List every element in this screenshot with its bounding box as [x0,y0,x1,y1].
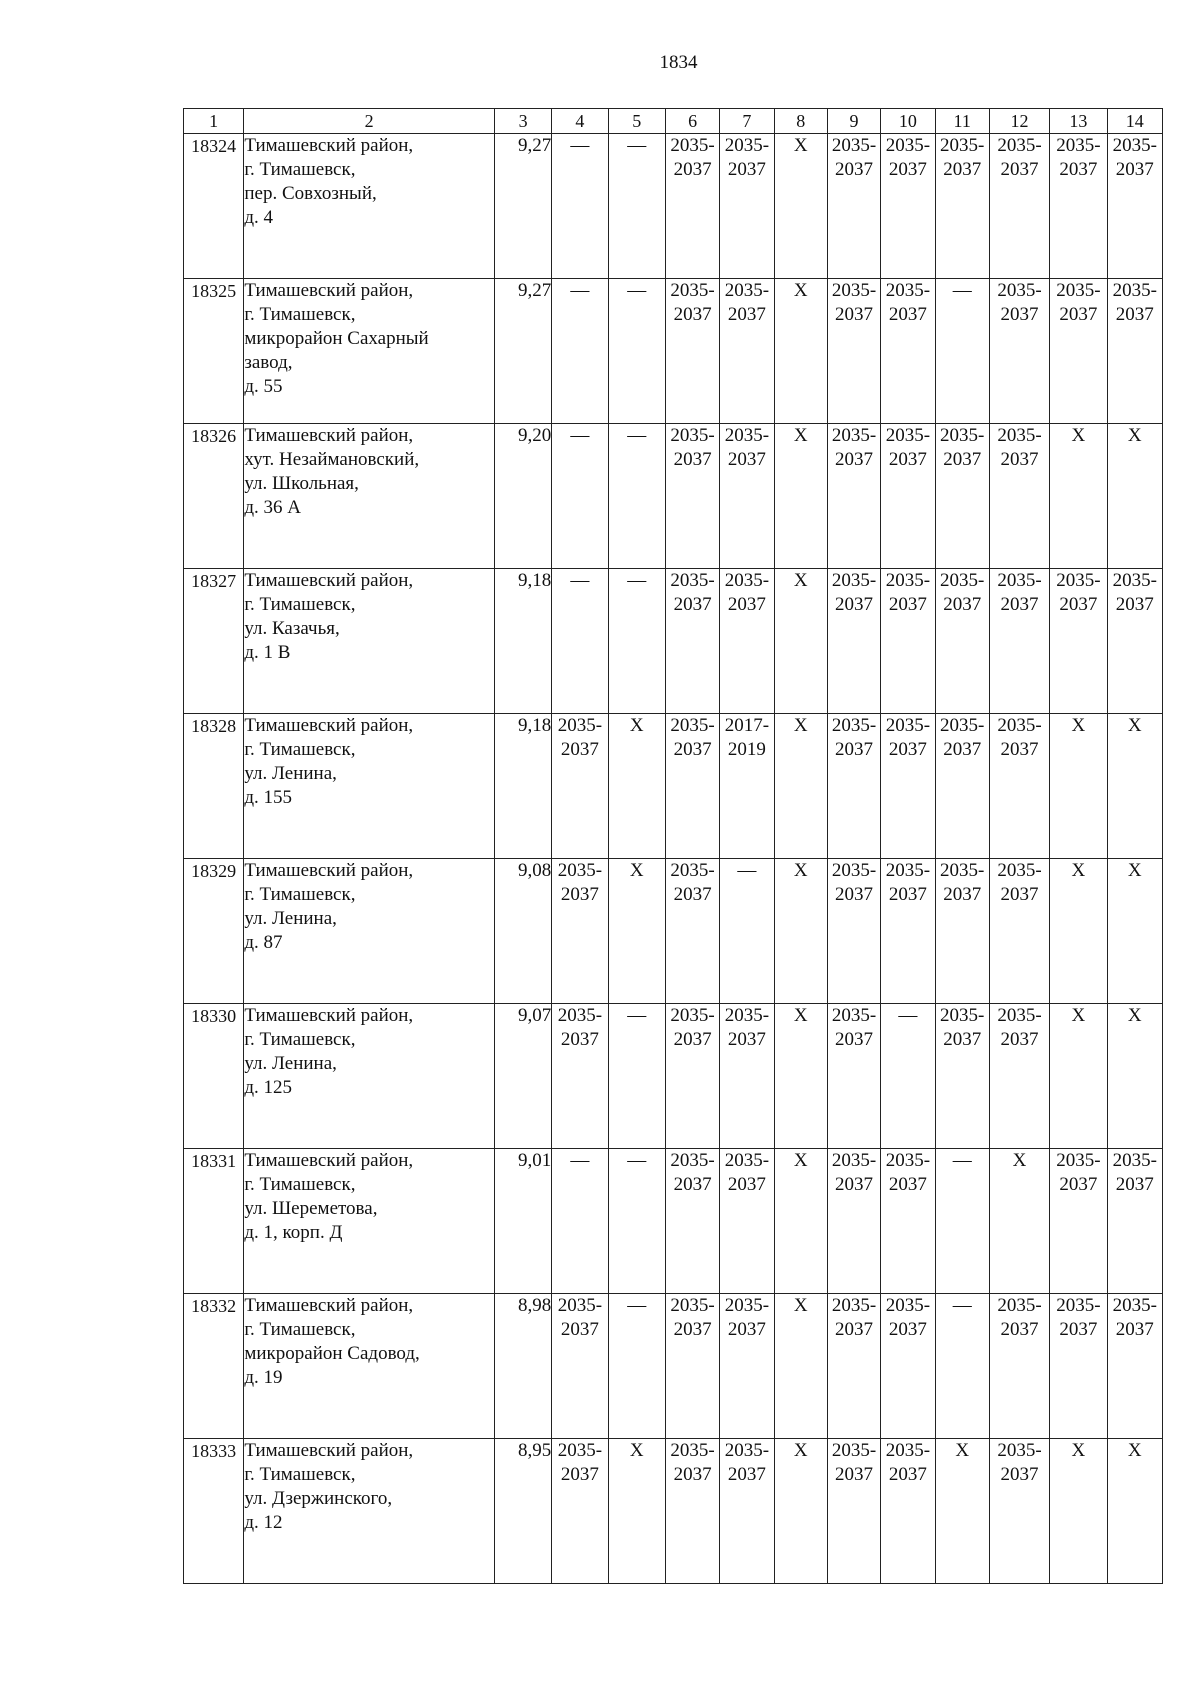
row-cell: 2035- 2037 [720,1439,774,1584]
row-cell: — [608,424,665,569]
row-cell: — [552,1149,608,1294]
row-cell: 2035- 2037 [665,859,719,1004]
row-cell: 2035- 2037 [989,1004,1049,1149]
row-cell: 2035- 2037 [552,714,608,859]
row-cell: 2035- 2037 [552,1439,608,1584]
row-value: 9,27 [494,279,551,424]
row-cell: 2035- 2037 [720,1004,774,1149]
row-cell: 2035- 2037 [1050,279,1107,424]
row-cell: — [552,424,608,569]
table-body [184,134,1163,1584]
row-cell: — [552,279,608,424]
row-cell: — [935,279,989,424]
table-row [184,1439,1163,1584]
row-cell: 2035- 2037 [881,424,935,569]
column-header: 12 [989,109,1049,134]
table-row [184,569,1163,714]
row-cell: 2035- 2037 [827,1149,880,1294]
column-header: 13 [1050,109,1107,134]
row-cell: 2035- 2037 [881,1439,935,1584]
column-header: 4 [552,109,608,134]
row-cell: 2035- 2037 [720,1294,774,1439]
row-cell: 2035- 2037 [1050,1294,1107,1439]
row-cell: 2035- 2037 [720,424,774,569]
row-address: Тимашевский район, г. Тимашевск, ул. Дзержинского, д. 12 [244,1439,495,1584]
column-header: 7 [720,109,774,134]
row-cell: X [1107,1004,1162,1149]
row-cell: 2035- 2037 [1050,1149,1107,1294]
row-cell: X [1107,1439,1162,1584]
row-number: 18328 [184,714,244,859]
row-value: 9,08 [494,859,551,1004]
row-cell: 2035- 2037 [881,1149,935,1294]
table-row [184,1004,1163,1149]
row-cell: X [1107,859,1162,1004]
row-address: Тимашевский район, г. Тимашевск, микрорайон Сахарный завод, д. 55 [244,279,495,424]
row-cell: 2035- 2037 [935,134,989,279]
row-cell: 2035- 2037 [827,714,880,859]
row-cell: X [774,714,827,859]
row-number: 18333 [184,1439,244,1584]
row-cell: 2035- 2037 [989,134,1049,279]
row-cell: 2035- 2037 [665,1149,719,1294]
column-header: 8 [774,109,827,134]
row-cell: 2035- 2037 [881,1294,935,1439]
row-cell: — [552,134,608,279]
row-cell: X [989,1149,1049,1294]
row-cell: 2035- 2037 [881,134,935,279]
column-header: 11 [935,109,989,134]
row-cell: 2035- 2037 [827,1439,880,1584]
row-address: Тимашевский район, г. Тимашевск, пер. Совхозный, д. 4 [244,134,495,279]
row-number: 18327 [184,569,244,714]
table-row [184,714,1163,859]
row-cell: 2035- 2037 [720,569,774,714]
row-cell: X [1050,1439,1107,1584]
row-cell: — [608,1004,665,1149]
row-cell: 2035- 2037 [665,569,719,714]
row-cell: 2035- 2037 [935,569,989,714]
row-cell: 2035- 2037 [1107,279,1162,424]
row-cell: — [552,569,608,714]
row-cell: — [608,1149,665,1294]
column-header: 1 [184,109,244,134]
row-value: 8,98 [494,1294,551,1439]
row-cell: 2035- 2037 [665,714,719,859]
row-address: Тимашевский район, г. Тимашевск, ул. Казачья, д. 1 В [244,569,495,714]
row-value: 9,18 [494,569,551,714]
row-address: Тимашевский район, г. Тимашевск, ул. Шереметова, д. 1, корп. Д [244,1149,495,1294]
row-cell: 2035- 2037 [881,569,935,714]
column-header: 10 [881,109,935,134]
row-cell: X [608,859,665,1004]
column-header: 2 [244,109,495,134]
row-value: 9,18 [494,714,551,859]
row-cell: — [881,1004,935,1149]
row-address: Тимашевский район, г. Тимашевск, ул. Ленина, д. 87 [244,859,495,1004]
row-cell: — [935,1149,989,1294]
row-cell: 2035- 2037 [827,424,880,569]
row-cell: 2035- 2037 [552,1004,608,1149]
table-row [184,1294,1163,1439]
row-cell: 2035- 2037 [720,279,774,424]
row-cell: — [608,279,665,424]
row-cell: 2035- 2037 [827,134,880,279]
row-cell: X [774,134,827,279]
row-cell: X [774,279,827,424]
row-cell: — [608,1294,665,1439]
row-cell: 2035- 2037 [989,1294,1049,1439]
row-number: 18332 [184,1294,244,1439]
row-value: 8,95 [494,1439,551,1584]
row-cell: 2035- 2037 [827,279,880,424]
table-row [184,134,1163,279]
table-row [184,424,1163,569]
page-number: 1834 [659,52,698,73]
row-cell: X [774,569,827,714]
row-cell: 2035- 2037 [665,134,719,279]
row-cell: — [720,859,774,1004]
row-cell: 2035- 2037 [665,1004,719,1149]
table-row [184,279,1163,424]
row-cell: 2017- 2019 [720,714,774,859]
row-cell: 2035- 2037 [989,714,1049,859]
row-cell: 2035- 2037 [989,424,1049,569]
column-header: 5 [608,109,665,134]
row-value: 9,01 [494,1149,551,1294]
row-cell: 2035- 2037 [881,714,935,859]
row-cell: X [1050,859,1107,1004]
row-cell: 2035- 2037 [989,569,1049,714]
row-number: 18329 [184,859,244,1004]
table-row [184,859,1163,1004]
row-cell: 2035- 2037 [935,859,989,1004]
row-address: Тимашевский район, хут. Незаймановский, ул. Школьная, д. 36 А [244,424,495,569]
row-cell: 2035- 2037 [881,279,935,424]
row-cell: 2035- 2037 [665,279,719,424]
row-cell: X [1050,714,1107,859]
row-cell: X [1107,424,1162,569]
row-cell: 2035- 2037 [989,279,1049,424]
row-cell: 2035- 2037 [827,569,880,714]
row-cell: 2035- 2037 [1050,569,1107,714]
row-cell: 2035- 2037 [935,714,989,859]
row-number: 18330 [184,1004,244,1149]
row-cell: 2035- 2037 [989,859,1049,1004]
row-cell: 2035- 2037 [935,424,989,569]
row-cell: 2035- 2037 [1107,1294,1162,1439]
row-cell: 2035- 2037 [989,1439,1049,1584]
column-header: 14 [1107,109,1162,134]
row-cell: 2035- 2037 [827,859,880,1004]
row-cell: X [1107,714,1162,859]
row-cell: — [608,134,665,279]
row-value: 9,20 [494,424,551,569]
row-cell: X [608,714,665,859]
row-number: 18326 [184,424,244,569]
row-value: 9,27 [494,134,551,279]
row-cell: X [774,1149,827,1294]
header-row [184,109,1163,134]
row-cell: X [935,1439,989,1584]
row-cell: X [774,424,827,569]
table-row [184,1149,1163,1294]
row-address: Тимашевский район, г. Тимашевск, ул. Ленина, д. 125 [244,1004,495,1149]
row-cell: — [608,569,665,714]
row-number: 18325 [184,279,244,424]
row-number: 18324 [184,134,244,279]
row-cell: 2035- 2037 [827,1004,880,1149]
registry-table [183,108,1163,1584]
row-cell: 2035- 2037 [1107,1149,1162,1294]
row-cell: 2035- 2037 [665,424,719,569]
row-cell: 2035- 2037 [1107,134,1162,279]
column-header: 3 [494,109,551,134]
row-cell: 2035- 2037 [1050,134,1107,279]
row-cell: X [774,1439,827,1584]
row-cell: 2035- 2037 [552,1294,608,1439]
row-cell: — [935,1294,989,1439]
row-cell: 2035- 2037 [881,859,935,1004]
column-header: 6 [665,109,719,134]
row-cell: X [608,1439,665,1584]
row-cell: 2035- 2037 [720,1149,774,1294]
row-value: 9,07 [494,1004,551,1149]
row-cell: 2035- 2037 [665,1294,719,1439]
row-cell: 2035- 2037 [552,859,608,1004]
row-cell: 2035- 2037 [827,1294,880,1439]
row-cell: 2035- 2037 [1107,569,1162,714]
row-cell: X [1050,1004,1107,1149]
column-header: 9 [827,109,880,134]
row-cell: X [774,859,827,1004]
row-cell: 2035- 2037 [935,1004,989,1149]
row-address: Тимашевский район, г. Тимашевск, ул. Ленина, д. 155 [244,714,495,859]
row-cell: X [1050,424,1107,569]
row-cell: X [774,1004,827,1149]
row-cell: X [774,1294,827,1439]
row-address: Тимашевский район, г. Тимашевск, микрорайон Садовод, д. 19 [244,1294,495,1439]
row-cell: 2035- 2037 [665,1439,719,1584]
row-number: 18331 [184,1149,244,1294]
row-cell: 2035- 2037 [720,134,774,279]
